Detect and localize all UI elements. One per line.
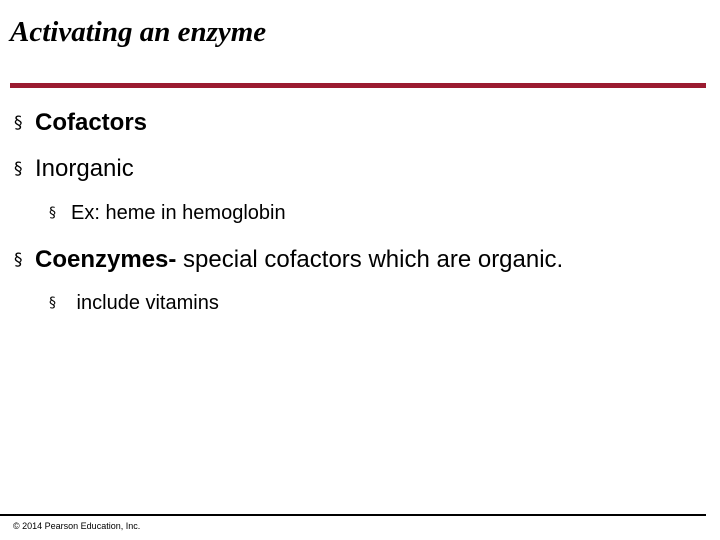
bullet-inorganic bbox=[14, 154, 134, 184]
bullet-text: Cofactors bbox=[35, 109, 148, 136]
sub-bullet-heme bbox=[49, 200, 286, 226]
copyright-footer: © 2014 Pearson Education, Inc. bbox=[13, 521, 141, 531]
bullet-coenzymes bbox=[14, 245, 563, 275]
bullet-text: Inorganic bbox=[35, 155, 134, 182]
bullet-marker-icon: § bbox=[14, 250, 23, 270]
slide-title: Activating an enzyme bbox=[10, 16, 267, 48]
bullet-text: special cofactors which are organic. bbox=[176, 246, 564, 273]
bullet-text: Ex: heme in hemoglobin bbox=[71, 202, 286, 224]
bullet-marker-icon: § bbox=[14, 159, 23, 179]
footer-divider bbox=[0, 514, 706, 516]
bullet-cofactors bbox=[14, 108, 147, 138]
bullet-marker-icon: § bbox=[49, 205, 56, 221]
title-divider bbox=[10, 83, 706, 88]
bullet-marker-icon: § bbox=[49, 295, 56, 311]
bullet-marker-icon: § bbox=[14, 113, 23, 133]
bullet-bold-term: Coenzymes- bbox=[35, 246, 177, 273]
sub-bullet-vitamins bbox=[49, 290, 219, 316]
bullet-text: include vitamins bbox=[71, 292, 219, 314]
